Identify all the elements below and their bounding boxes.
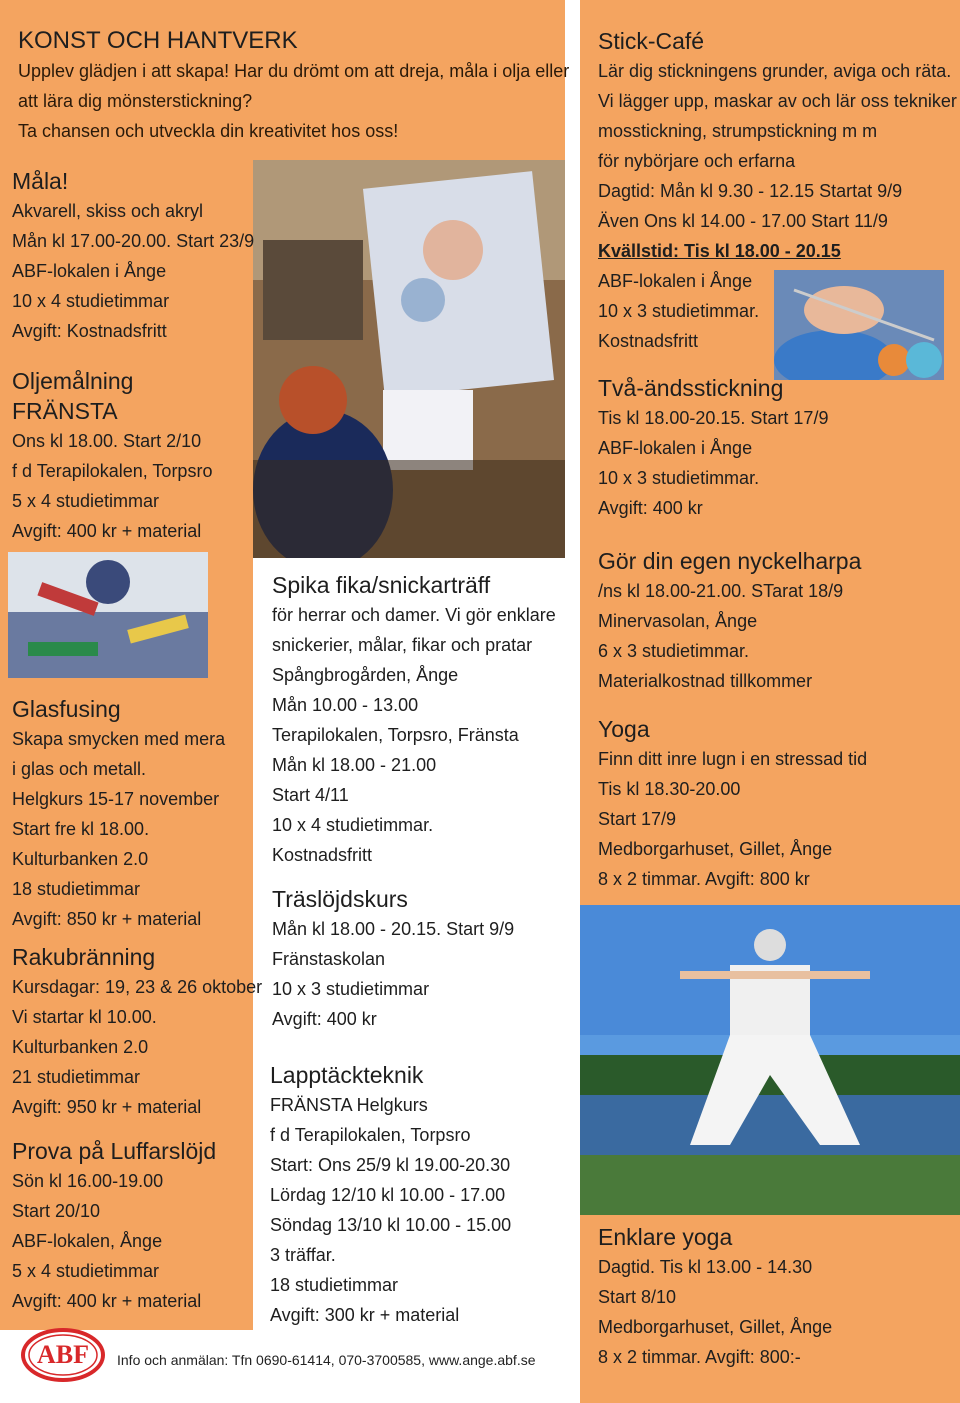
intro-section [18,26,569,146]
yoga-line: 8 x 2 timmar. Avgift: 800 kr [598,869,810,889]
stick-line: Vi lägger upp, maskar av och lär oss tekniker [598,91,957,111]
enkla-section [598,1222,832,1372]
intro-line: att lära dig mönsterstickning? [18,91,253,111]
tva-section [598,373,828,523]
nyckel-line: Minervasolan, Ånge [598,611,758,631]
tra-section [272,884,514,1034]
mala-line: 10 x 4 studietimmar [12,291,170,311]
intro-line: Ta chansen och utveckla din kreativitet hos oss! [18,121,399,141]
nyckel-line: 6 x 3 studietimmar. [598,641,750,661]
olje-line: Ons kl 18.00. Start 2/10 [12,431,202,451]
nyckel-line: Materialkostnad tillkommer [598,671,813,691]
lapp-section [270,1060,511,1330]
knitting-photo [774,270,944,380]
tva-line: 10 x 3 studietimmar. [598,468,760,488]
enkla-line: Medborgarhuset, Gillet, Ånge [598,1317,833,1337]
stick-line: 10 x 3 studietimmar. [598,301,760,321]
glas-line: Avgift: 850 kr + material [12,909,202,929]
white-gutter [565,0,580,1403]
mala-section [12,166,254,346]
luffar-line: Sön kl 16.00-19.00 [12,1171,164,1191]
raku-line: Vi startar kl 10.00. [12,1007,157,1027]
glas-line: 18 studietimmar [12,879,141,899]
abf-logo [20,1327,106,1383]
luffar-line: 5 x 4 studietimmar [12,1261,160,1281]
tra-line: Avgift: 400 kr [272,1009,377,1029]
mala-title: Måla! [12,168,69,194]
nyckel-section [598,546,861,696]
yoga-line: Finn ditt inre lugn i en stressad tid [598,749,868,769]
lapp-line: Lördag 12/10 kl 10.00 - 17.00 [270,1185,506,1205]
glas-line: i glas och metall. [12,759,147,779]
lapp-line: Avgift: 300 kr + material [270,1305,460,1325]
raku-line: 21 studietimmar [12,1067,141,1087]
enkla-title: Enklare yoga [598,1224,733,1250]
mala-line: Avgift: Kostnadsfritt [12,321,167,341]
lapp-line: 3 träffar. [270,1245,336,1265]
spika-title: Spika fika/snickarträff [272,572,491,598]
raku-line: Avgift: 950 kr + material [12,1097,202,1117]
stick-line: Dagtid: Mån kl 9.30 - 12.15 Startat 9/9 [598,181,903,201]
enkla-line: Start 8/10 [598,1287,677,1307]
stick-line: mosstickning, strumpstickning m m [598,121,878,141]
spika-section [272,570,556,870]
intro-line: Upplev glädjen i att skapa! Har du drömt om att dreja, måla i olja eller [18,61,570,81]
olje-line: Avgift: 400 kr + material [12,521,202,541]
yoga-line: Tis kl 18.30-20.00 [598,779,741,799]
olje-section [12,366,212,546]
mala-line: Akvarell, skiss och akryl [12,201,204,221]
stick-title: Stick-Café [598,28,705,54]
spika-line: för herrar och damer. Vi gör enklare [272,605,556,625]
yoga-line: Medborgarhuset, Gillet, Ånge [598,839,833,859]
spika-line: Terapilokalen, Torpsro, Fränsta [272,725,519,745]
lapp-line: Söndag 13/10 kl 10.00 - 15.00 [270,1215,512,1235]
glas-line: Kulturbanken 2.0 [12,849,149,869]
nyckel-title: Gör din egen nyckelharpa [598,548,862,574]
yoga-title: Yoga [598,716,650,742]
olje-title: Oljemålning [12,368,134,394]
stick-line: Kostnadsfritt [598,331,699,351]
mala-line: Mån kl 17.00-20.00. Start 23/9 [12,231,255,251]
footer-info: Info och anmälan: Tfn 0690-61414, 070-3700585, www.ange.abf.se [117,1352,536,1368]
luffar-line: ABF-lokalen, Ånge [12,1231,163,1251]
lapp-line: FRÄNSTA Helgkurs [270,1095,428,1115]
painting-photo-illustration [253,160,565,558]
luffar-line: Avgift: 400 kr + material [12,1291,202,1311]
mala-line: ABF-lokalen i Ånge [12,261,167,281]
raku-line: Kursdagar: 19, 23 & 26 oktober [12,977,263,997]
spika-line: Start 4/11 [272,785,349,805]
yoga-section [598,714,867,894]
spika-line: snickerier, målar, fikar och pratar [272,635,533,655]
raku-title: Rakubränning [12,944,156,970]
nyckel-line: /ns kl 18.00-21.00. STarat 18/9 [598,581,844,601]
glas-line: Start fre kl 18.00. [12,819,150,839]
tra-title: Träslöjdskurs [272,886,408,912]
glas-title: Glasfusing [12,696,121,722]
tra-line: Mån kl 18.00 - 20.15. Start 9/9 [272,919,515,939]
tra-line: Fränstaskolan [272,949,386,969]
olje-subtitle: FRÄNSTA [12,398,118,424]
yoga-line: Start 17/9 [598,809,677,829]
tva-line: Avgift: 400 kr [598,498,703,518]
knitting-illustration [774,270,944,380]
olje-line: 5 x 4 studietimmar [12,491,160,511]
lapp-title: Lapptäckteknik [270,1062,424,1088]
paint-tubes-photo [8,552,208,678]
stick-line: för nybörjare och erfarna [598,151,796,171]
glas-section [12,694,225,934]
lapp-line: Start: Ons 25/9 kl 19.00-20.30 [270,1155,511,1175]
spika-line: Mån 10.00 - 13.00 [272,695,419,715]
spika-line: Kostnadsfritt [272,845,373,865]
abf-logo-text: ABF [37,1340,89,1369]
luffar-section [12,1136,216,1316]
glas-line: Helgkurs 15-17 november [12,789,220,809]
tra-line: 10 x 3 studietimmar [272,979,430,999]
lapp-line: 18 studietimmar [270,1275,399,1295]
yoga-illustration [580,905,960,1215]
spika-line: Mån kl 18.00 - 21.00 [272,755,437,775]
tva-line: ABF-lokalen i Ånge [598,438,753,458]
raku-line: Kulturbanken 2.0 [12,1037,149,1057]
glas-line: Skapa smycken med mera [12,729,226,749]
stick-line: Lär dig stickningens grunder, aviga och räta. [598,61,952,81]
lapp-line: f d Terapilokalen, Torpsro [270,1125,471,1145]
stick-line: ABF-lokalen i Ånge [598,271,753,291]
tva-line: Tis kl 18.00-20.15. Start 17/9 [598,408,829,428]
section-title: KONST OCH HANTVERK [18,27,298,54]
olje-line: f d Terapilokalen, Torpsro [12,461,213,481]
luffar-line: Start 20/10 [12,1201,101,1221]
tva-title: Två-ändsstickning [598,375,784,401]
stick-line: Även Ons kl 14.00 - 17.00 Start 11/9 [598,211,888,231]
paint-tubes-illustration [8,552,208,678]
spika-line: Spångbrogården, Ånge [272,665,459,685]
enkla-line: 8 x 2 timmar. Avgift: 800:- [598,1347,801,1367]
stick-evening-line: Kvällstid: Tis kl 18.00 - 20.15 [598,241,841,261]
raku-section [12,942,262,1122]
enkla-line: Dagtid. Tis kl 13.00 - 14.30 [598,1257,813,1277]
painting-photo [253,160,565,558]
spika-line: 10 x 4 studietimmar. [272,815,434,835]
yoga-photo [580,905,960,1215]
luffar-title: Prova på Luffarslöjd [12,1138,217,1164]
